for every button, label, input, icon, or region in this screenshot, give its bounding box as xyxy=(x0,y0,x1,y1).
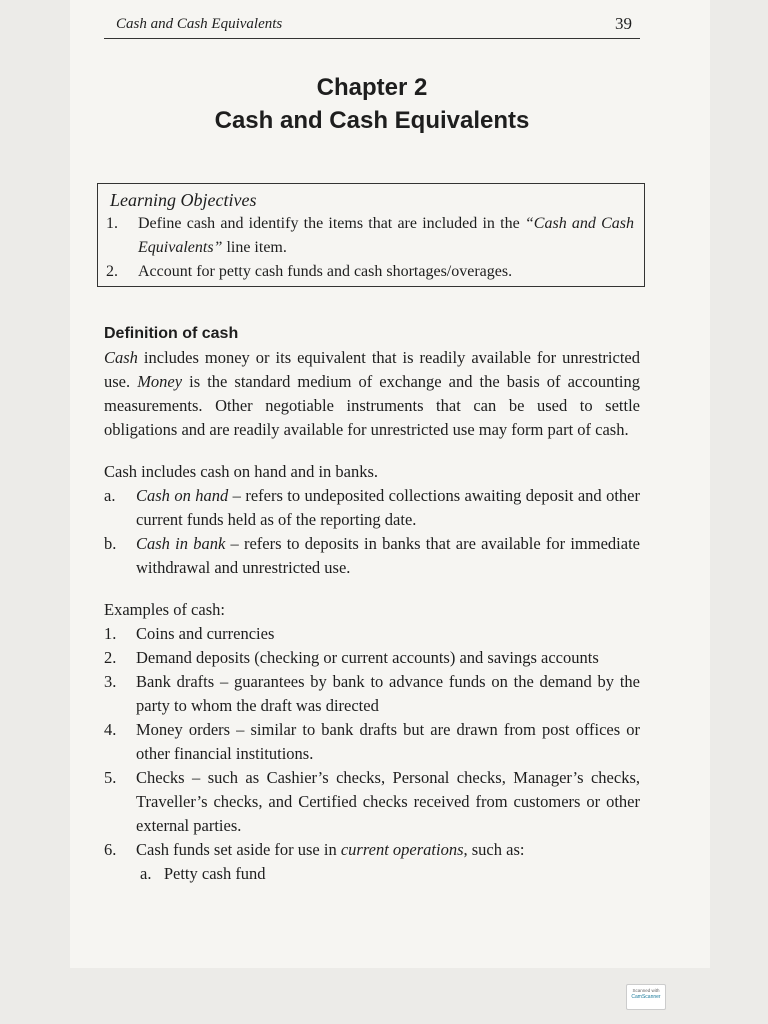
chapter-number: Chapter 2 xyxy=(316,74,428,101)
example-text: Bank drafts – guarantees by bank to advance funds on the demand by the party to whom the draft was directed xyxy=(136,672,640,715)
examples-intro: Examples of cash: xyxy=(104,600,225,619)
example-number: 3. xyxy=(104,672,117,691)
cash-type-text xyxy=(136,532,640,580)
objective-text xyxy=(138,212,634,260)
example-number: 1. xyxy=(104,624,117,643)
objective-text-part: Define cash and identify the items that are included in the xyxy=(138,215,525,232)
example-item xyxy=(104,646,640,670)
definition-paragraph xyxy=(104,346,640,442)
example-text-part: Cash funds set aside for use in xyxy=(136,840,341,859)
objective-item xyxy=(106,212,634,260)
cash-type-term: Cash on hand xyxy=(136,486,229,505)
example-item xyxy=(104,838,640,862)
sub-item-letter: a. xyxy=(140,864,152,883)
cash-includes-intro: Cash includes cash on hand and in banks. xyxy=(104,462,379,481)
cash-type-term: Cash in bank xyxy=(136,534,226,553)
scanner-watermark-line: Scanned with xyxy=(632,988,660,993)
definition-heading: Definition of cash xyxy=(104,325,239,342)
objective-text: Account for petty cash funds and cash shortages/overages. xyxy=(138,263,513,280)
example-sub-text xyxy=(136,862,640,886)
sub-item-text: Petty cash fund xyxy=(163,864,266,883)
example-text xyxy=(136,838,640,862)
definition-text: is the standard medium of exchange and the basis of accounting measurements. Other negotiable instruments that can be used to settle obligations and are readily available for unrestricted use may form part of cash. xyxy=(104,372,640,439)
cash-type-text xyxy=(136,484,640,532)
example-text: Coins and currencies xyxy=(136,624,275,643)
example-text: Money orders – similar to bank drafts but are drawn from post offices or other financial institutions. xyxy=(136,720,640,763)
definition-text: includes money or its equivalent that is readily available for unrestricted use. xyxy=(104,348,640,391)
example-item xyxy=(104,670,640,718)
example-text-italic: current operations xyxy=(340,840,464,859)
item-letter: b. xyxy=(104,534,117,553)
learning-objectives-heading: Learning Objectives xyxy=(110,190,257,210)
scanner-watermark xyxy=(626,984,666,1010)
example-item xyxy=(104,766,640,838)
running-header xyxy=(104,14,640,39)
cash-type-item xyxy=(104,532,640,580)
page-number: 39 xyxy=(615,14,632,33)
objective-text-part: line item. xyxy=(222,239,287,256)
chapter-heading xyxy=(104,74,640,136)
cash-type-description: – refers to deposits in banks that are available for immediate withdrawal and unrestricted use. xyxy=(136,534,640,577)
objective-number: 1. xyxy=(106,215,118,232)
objective-item xyxy=(106,260,634,284)
example-text-part: , such as: xyxy=(463,840,525,859)
item-letter: a. xyxy=(104,486,116,505)
learning-objectives-box xyxy=(97,183,645,287)
example-text: Checks – such as Cashier’s checks, Personal checks, Manager’s checks, Traveller’s checks, and Certified checks received from customers or other external parties. xyxy=(136,768,640,835)
objective-number: 2. xyxy=(106,263,118,280)
chapter-title: Cash and Cash Equivalents xyxy=(214,107,530,134)
cash-type-description: – refers to undeposited collections awaiting deposit and other current funds held as of the reporting date. xyxy=(136,486,640,529)
example-text: Demand deposits (checking or current accounts) and savings accounts xyxy=(136,648,599,667)
scanner-watermark-brand: CamScanner xyxy=(631,994,661,1000)
example-item xyxy=(104,718,640,766)
running-title: Cash and Cash Equivalents xyxy=(116,16,283,32)
example-number: 5. xyxy=(104,768,117,787)
example-number: 4. xyxy=(104,720,117,739)
term-money: Money xyxy=(137,372,183,391)
cash-type-item xyxy=(104,484,640,532)
example-number: 6. xyxy=(104,840,117,859)
term-cash: Cash xyxy=(104,348,138,367)
example-item xyxy=(104,622,640,646)
objective-text-italic: “Cash and Cash Equivalents” xyxy=(138,215,634,256)
example-number: 2. xyxy=(104,648,117,667)
example-sub-item xyxy=(104,862,640,886)
main-content xyxy=(104,322,640,886)
